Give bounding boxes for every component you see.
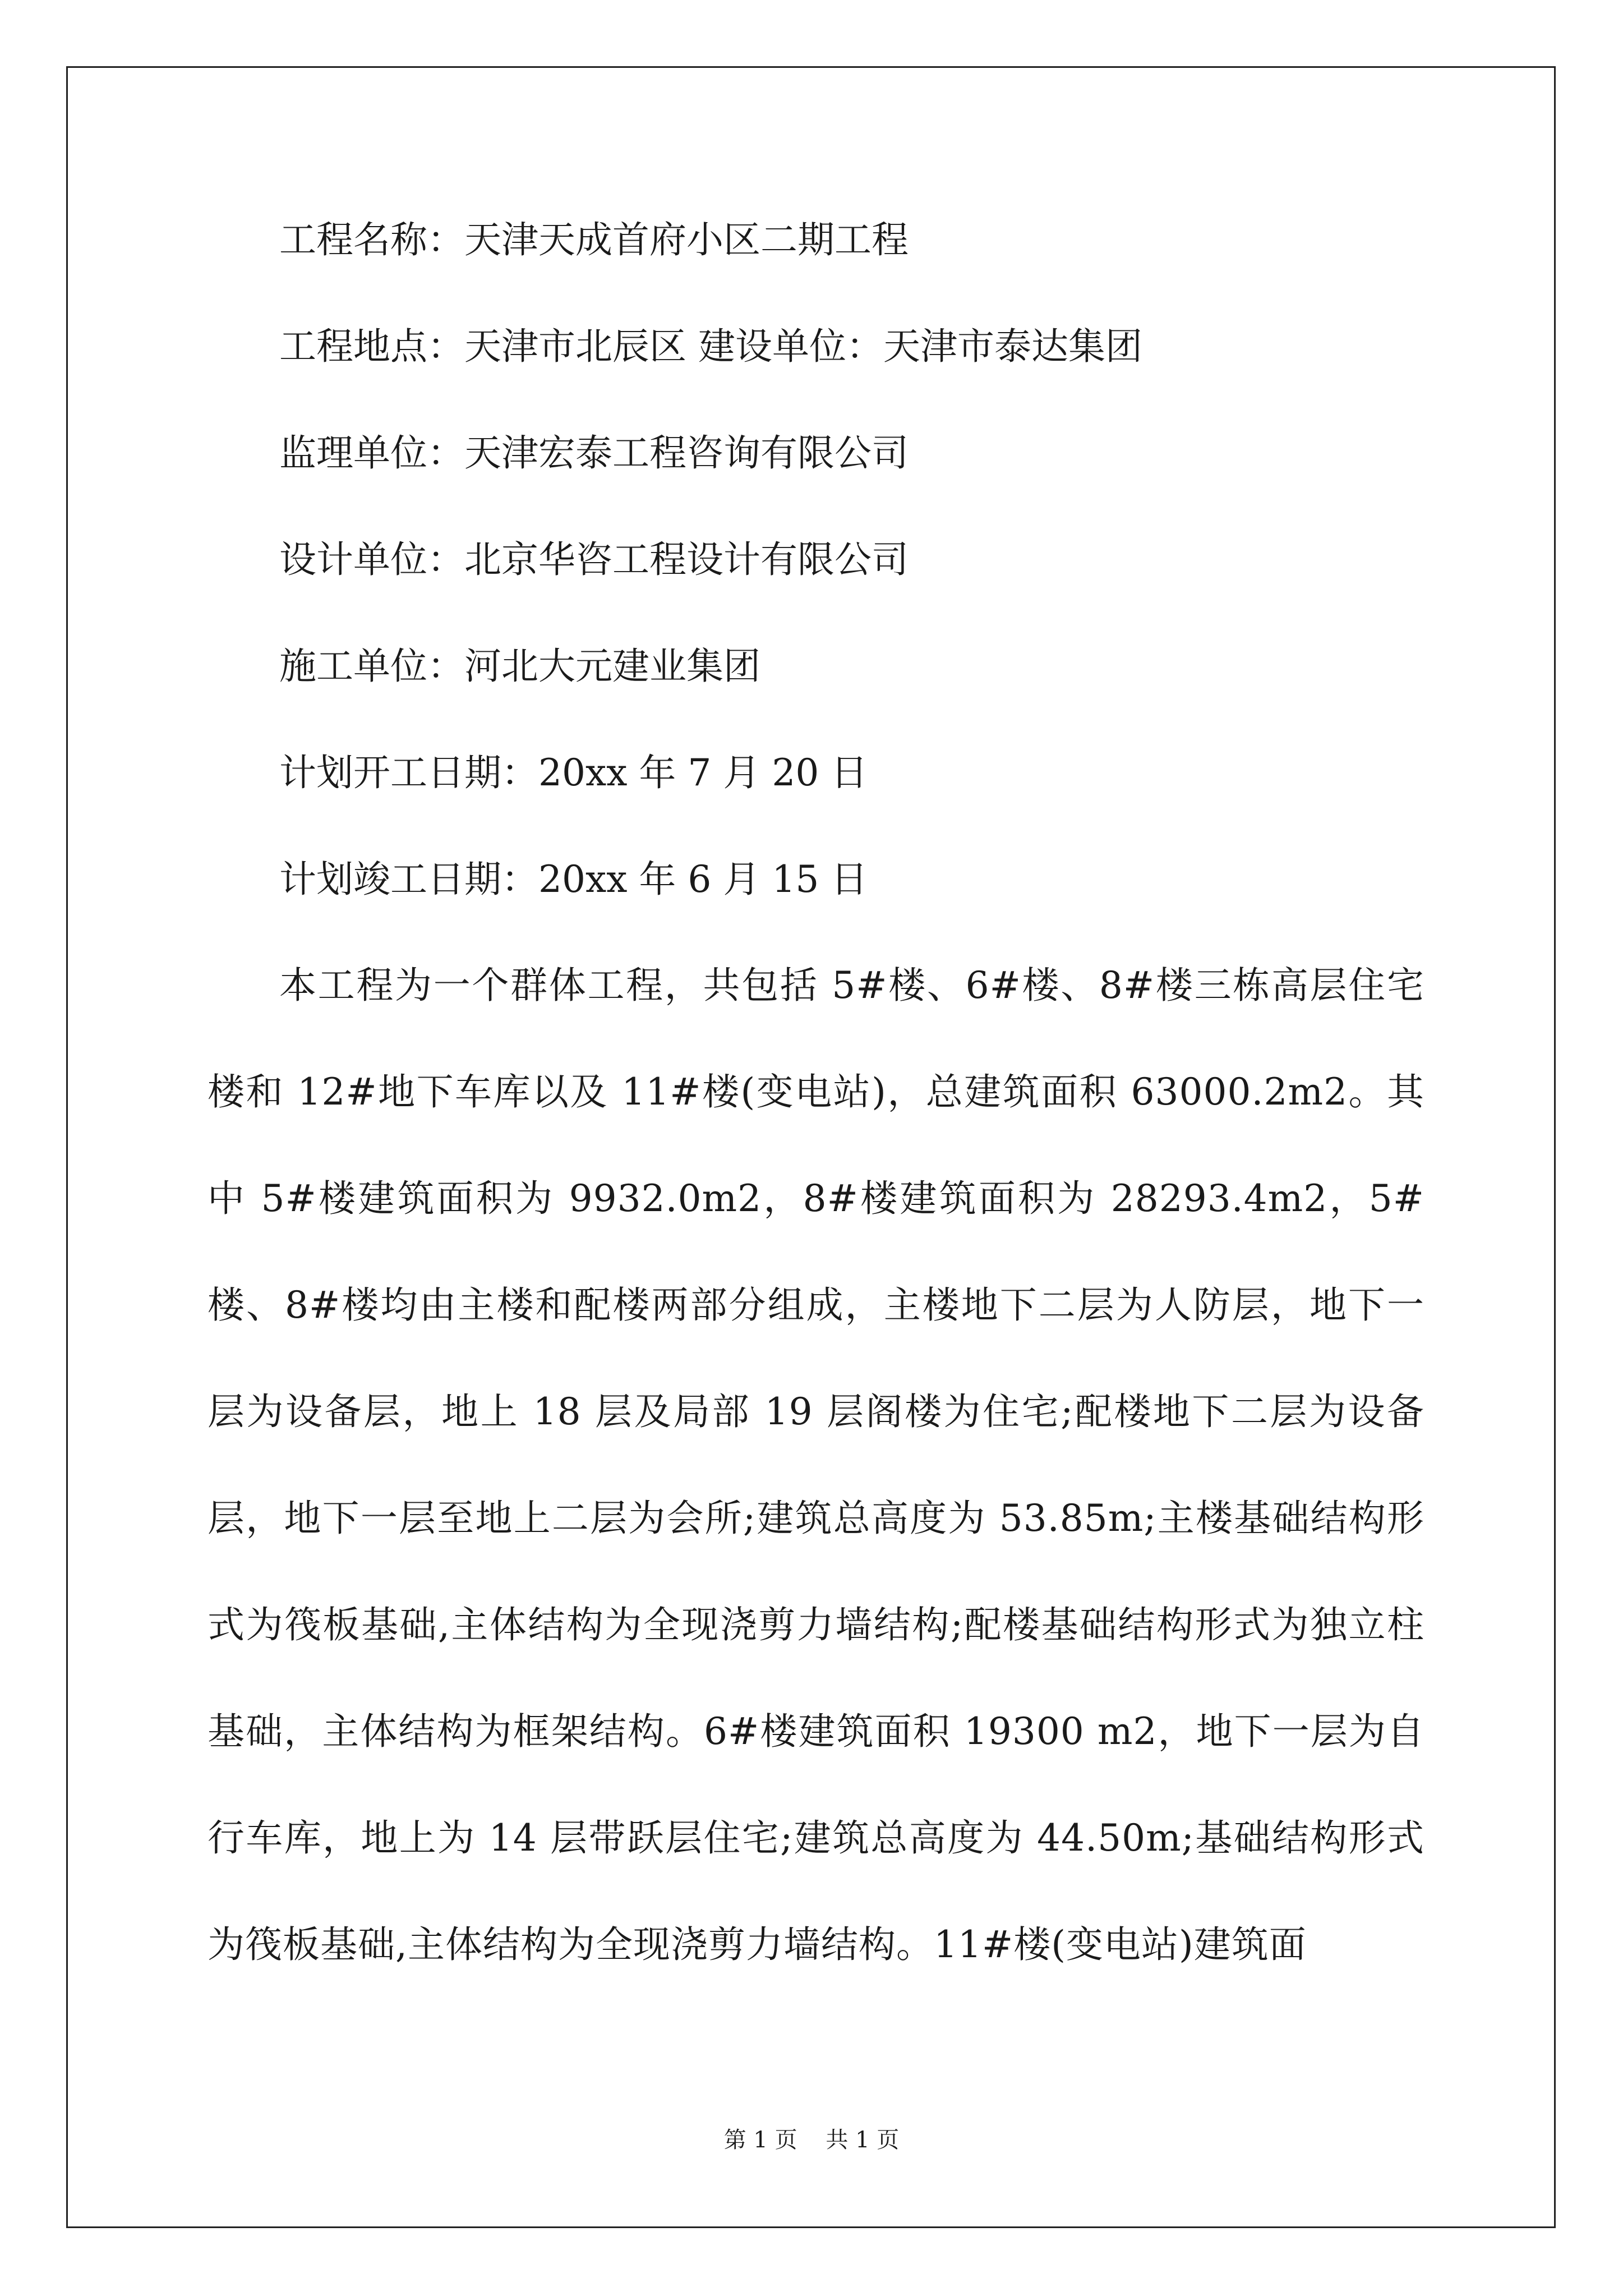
project-name: 工程名称：天津天成首府小区二期工程: [279, 218, 909, 261]
supervision-unit: 监理单位：天津宏泰工程咨询有限公司: [279, 431, 909, 475]
project-description-paragraph: 本工程为一个群体工程，共包括 5#楼、6#楼、8#楼三栋高层住宅楼和 12#地下车库以及 11#楼(变电站)，总建筑面积 63000.2m2。其中 5#楼建筑面积为 9932.0m2，8#楼建筑面积为 28293.4m2，5#楼、8#楼均由主楼和配楼两部分组成，主楼地下二层为人防层，地下一层为设备层，地上 18 层及局部 19 层阁楼为住宅;配楼地下二层为设备层，地下一层至地上二层为会所;建筑总高度为 53.85m;主楼基础结构形式为筏板基础,主体结构为全现浇剪力墙结构;配楼基础结构形式为独立柱基础，主体结构为框架结构。6#楼建筑面积 19300 m2，地下一层为自行车库，地上为 14 层带跃层住宅;建筑总高度为 44.50m;基础结构形式为筏板基础,主体结构为全现浇剪力墙结构。11#楼(变电站)建筑面: [208, 964, 1424, 1966]
construction-unit: 施工单位：河北大元建业集团: [279, 645, 760, 688]
project-location-and-builder: 工程地点：天津市北辰区 建设单位：天津市泰达集团: [279, 325, 1142, 368]
document-body: [208, 213, 1424, 1998]
planned-completion-date: 计划竣工日期：20xx 年 6 月 15 日: [279, 858, 868, 901]
design-unit: 设计单位：北京华咨工程设计有限公司: [279, 538, 909, 581]
planned-start-date: 计划开工日期：20xx 年 7 月 20 日: [279, 751, 868, 794]
page-footer: 第 1 页 共 1 页: [723, 2127, 900, 2153]
